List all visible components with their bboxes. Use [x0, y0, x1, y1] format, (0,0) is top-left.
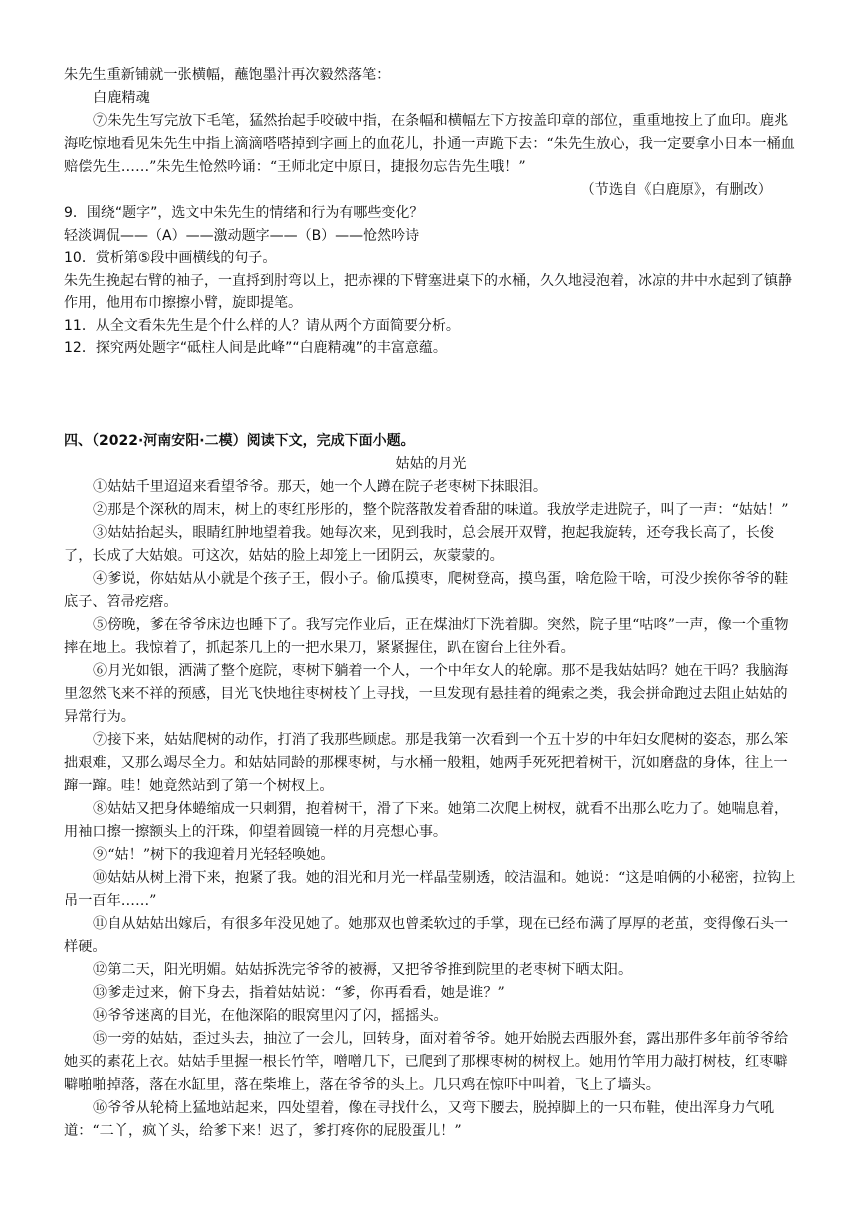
source-note: （节选自《白鹿原》，有删改） [580, 182, 772, 198]
question-11: 11．从全文看朱先生是个什么样的人？请从两个方面简要分析。 [64, 317, 460, 334]
paragraph: ⑫第二天，阳光明媚。姑姑拆洗完爷爷的被褥，又把爷爷推到院里的老枣树下晒太阳。 [93, 962, 633, 978]
paragraph: ⑦接下来，姑姑爬树的动作，打消了我那些顾虑。那是我第一次看到一个五十岁的中年妇女爬树的姿态，那么笨拙艰难，又那么竭尽全力。和姑姑同龄的那棵枣树，与水桶一般粗，她两手死死把着树干，沉如磨盘的身体，往上一蹿一蹿。哇！她竟然站到了第一个树杈上。 [64, 732, 789, 794]
paragraph: ⑭爷爷迷离的目光，在他深陷的眼窝里闪了闪，摇摇头。 [93, 1008, 448, 1024]
paragraph: ①姑姑千里迢迢来看望爷爷。那天，她一个人蹲在院子老枣树下抹眼泪。 [93, 479, 548, 495]
paragraph: ③姑姑抬起头，眼睛红肿地望着我。她每次来，见到我时，总会展开双臂，抱起我旋转，还夸我长高了，长俊了，长成了大姑娘。可这次，姑姑的脸上却笼上一团阴云，灰蒙蒙的。 [64, 525, 775, 564]
paragraph: ⑪自从姑姑出嫁后，有很多年没见她了。她那双也曾柔软过的手掌，现在已经布满了厚厚的老茧，变得像石头一样硬。 [64, 916, 789, 955]
question-10: 10．赏析第⑤段中画横线的句子。 [64, 250, 277, 266]
section-heading: 四、（2022·河南安阳·二模）阅读下文，完成下面小题。 [64, 433, 415, 449]
paragraph: ⑨“姑！”树下的我迎着月光轻轻唤她。 [93, 847, 335, 863]
question-10-quote: 朱先生挽起右臂的袖子，一直捋到肘弯以上，把赤裸的下臂塞进桌下的水桶，久久地浸泡着，冰凉的井中水起到了镇静作用，他用布巾擦擦小臂，旋即提笔。 [64, 272, 792, 311]
calligraphy-text: 白鹿精魂 [93, 90, 150, 106]
passage-line: 朱先生重新铺就一张横幅，蘸饱墨汁再次毅然落笔： [64, 67, 391, 83]
paragraph: ⑤傍晚，爹在爷爷床边也睡下了。我写完作业后，正在煤油灯下洗着脚。突然，院子里“咕咚”一声，像一个重物摔在地上。我惊着了，抓起茶几上的一把水果刀，紧紧握住，趴在窗台上往外看。 [64, 617, 789, 656]
paragraph: ⑮一旁的姑姑，歪过头去，抽泣了一会儿，回转身，面对着爷爷。她开始脱去西服外套，露出那件多年前爷爷给她买的素花上衣。姑姑手里握一根长竹竿，噌噌几下，已爬到了那棵枣树的树杈上。她用竹竿用力敲打树枝，红枣噼噼啪啪掉落，落在水缸里，落在柴堆上，落在爷爷的头上。几只鸡在惊吓中叫着，飞上了墙头。 [64, 1031, 789, 1093]
paragraph: ⑩姑姑从树上滑下来，抱紧了我。她的泪光和月光一样晶莹剔透，皎洁温和。她说：“这是咱俩的小秘密，拉钩上吊一百年……” [64, 870, 796, 909]
paragraph: ⑯爷爷从轮椅上猛地站起来，四处望着，像在寻找什么，又弯下腰去，脱掉脚上的一只布鞋，使出浑身力气吼道：“二丫，疯丫头，给爹下来！迟了，爹打疼你的屁股蛋儿！” [64, 1100, 775, 1139]
question-9: 9．围绕“题字”，选文中朱先生的情绪和行为有哪些变化？ [64, 205, 424, 221]
passage-title: 姑姑的月光 [395, 456, 467, 472]
question-9-chain: 轻淡调侃——（A）——激动题字——（B）——怆然吟诗 [64, 227, 420, 244]
paragraph: ④爹说，你姑姑从小就是个孩子王，假小子。偷瓜摸枣，爬树登高，摸鸟蛋，啥危险干啥，可没少挨你爷爷的鞋底子、笤帚疙瘩。 [64, 571, 789, 610]
paragraph: ⑥月光如银，洒满了整个庭院，枣树下躺着一个人，一个中年女人的轮廓。那不是我姑姑吗？她在干吗？我脑海里忽然飞来不祥的预感，目光飞快地往枣树枝丫上寻找，一旦发现有悬挂着的绳索之类，我会拼命跑过去阻止姑姑的异常行为。 [64, 663, 789, 725]
question-12: 12．探究两处题字“砥柱人间是此峰”“白鹿精魂”的丰富意蕴。 [64, 340, 447, 356]
paragraph: ⑧姑姑又把身体蜷缩成一只刺猬，抱着树干，滑了下来。她第二次爬上树杈，就看不出那么吃力了。她喘息着，用袖口擦一擦额头上的汗珠，仰望着圆镜一样的月亮想心事。 [64, 801, 789, 840]
paragraph: ⑬爹走过来，俯下身去，指着姑姑说：“爹，你再看看，她是谁？” [93, 985, 505, 1001]
passage-ending [64, 64, 798, 202]
question-list [64, 202, 798, 360]
paragraph: ②那是个深秋的周末，树上的枣红彤彤的，整个院落散发着香甜的味道。我放学走进院子，叫了一声：“姑姑！” [93, 502, 789, 518]
passage-paragraph: ⑦朱先生写完放下毛笔，猛然抬起手咬破中指，在条幅和横幅左下方按盖印章的部位，重重地按上了血印。鹿兆海吃惊地看见朱先生中指上滴滴嗒嗒掉到字画上的血花儿，扑通一声跪下去：“朱先生放心，我一定要拿小日本一桶血赔偿先生……”朱先生怆然吟诵：“王师北定中原日，捷报勿忘告先生哦！” [64, 113, 795, 175]
reading-passage [64, 453, 798, 1143]
